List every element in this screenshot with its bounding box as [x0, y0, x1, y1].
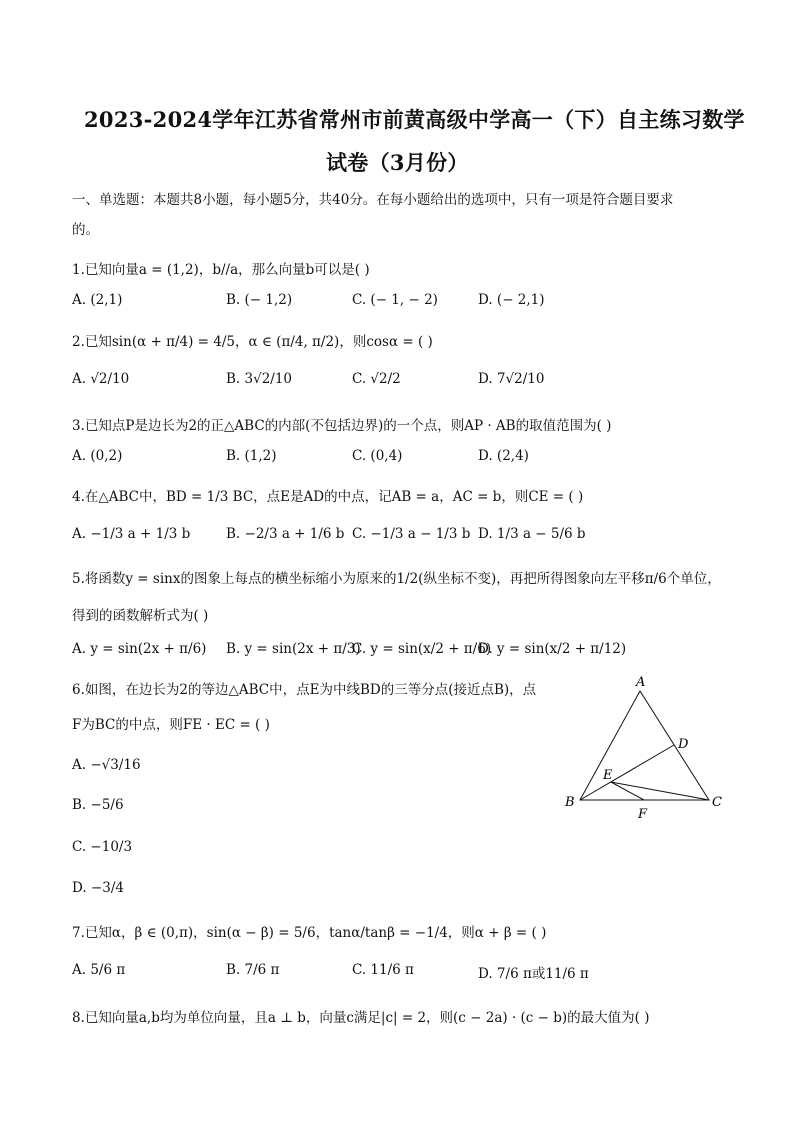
question-5-option-a: A. y = sin(2x + π/6)	[72, 641, 207, 657]
page-title-line2: 试卷（3月份）	[326, 150, 469, 175]
question-7-option-c: C. 11/6 π	[352, 962, 414, 978]
question-1-option-a: A. (2,1)	[72, 292, 123, 308]
question-2-option-d: D. 7√2/10	[478, 371, 545, 387]
question-1-option-b: B. (− 1,2)	[226, 292, 293, 308]
question-6-stem-line2: F为BC的中点，则FE · EC = ( )	[72, 717, 270, 733]
question-7-option-d: D. 7/6 π或11/6 π	[478, 966, 589, 982]
question-5-option-c: C. y = sin(x/2 + π/6)	[352, 641, 492, 657]
question-7-option-b: B. 7/6 π	[226, 962, 280, 978]
question-6-stem-line1: 6.如图，在边长为2的等边△ABC中，点E为中线BD的三等分点(接近点B)，点	[72, 682, 537, 698]
question-6-option-b: B. −5/6	[72, 797, 124, 813]
page-title-line1: 2023-2024学年江苏省常州市前黄高级中学高一（下）自主练习数学	[84, 107, 745, 132]
question-1-stem: 1.已知向量a = (1,2)，b//a，那么向量b可以是( )	[72, 262, 370, 278]
label-e: E	[603, 768, 613, 783]
question-3-option-d: D. (2,4)	[478, 448, 529, 464]
question-6-option-a: A. −√3/16	[72, 757, 141, 773]
question-5-stem-line2: 得到的函数解析式为( )	[72, 608, 209, 624]
question-1-option-c: C. (− 1, − 2)	[352, 292, 438, 308]
question-1-option-d: D. (− 2,1)	[478, 292, 545, 308]
question-7-stem: 7.已知α，β ∈ (0,π)，sin(α − β) = 5/6，tanα/tanβ = −1/4，则α + β = ( )	[72, 925, 547, 941]
question-4-option-c: C. −1/3 a − 1/3 b	[352, 526, 471, 542]
section-heading-line1: 一、单选题：本题共8小题，每小题5分，共40分。在每小题给出的选项中，只有一项是符合题目要求	[72, 192, 674, 208]
triangle-figure	[556, 672, 736, 822]
question-5-stem-line1: 5.将函数y = sinx的图象上每点的横坐标缩小为原来的1/2(纵坐标不变)，再把所得图象向左平移π/6个单位，	[72, 571, 721, 587]
question-2-option-b: B. 3√2/10	[226, 371, 293, 387]
section-heading-line2: 的。	[72, 222, 99, 238]
question-5-option-d: D. y = sin(x/2 + π/12)	[478, 641, 627, 657]
question-4-option-a: A. −1/3 a + 1/3 b	[72, 526, 191, 542]
question-3-option-a: A. (0,2)	[72, 448, 123, 464]
question-3-stem: 3.已知点P是边长为2的正△ABC的内部(不包括边界)的一个点，则AP · AB的取值范围为( )	[72, 418, 612, 434]
question-7-option-a: A. 5/6 π	[72, 962, 126, 978]
question-4-option-d: D. 1/3 a − 5/6 b	[478, 526, 586, 542]
segment-ec	[611, 782, 709, 800]
triangle-abc	[580, 691, 709, 800]
label-a: A	[636, 675, 646, 690]
label-b: B	[565, 795, 575, 810]
question-4-option-b: B. −2/3 a + 1/6 b	[226, 526, 345, 542]
label-d: D	[678, 737, 689, 752]
label-c: C	[712, 795, 722, 810]
question-6-option-d: D. −3/4	[72, 880, 124, 896]
median-bd	[580, 745, 674, 800]
question-6-option-c: C. −10/3	[72, 839, 133, 855]
question-4-stem: 4.在△ABC中，BD = 1/3 BC，点E是AD的中点，记AB = a，AC = b，则CE = ( )	[72, 489, 584, 505]
question-2-stem: 2.已知sin(α + π/4) = 4/5，α ∈ (π/4, π/2)，则cosα = ( )	[72, 334, 433, 350]
label-f: F	[638, 807, 648, 822]
question-2-option-a: A. √2/10	[72, 371, 130, 387]
question-2-option-c: C. √2/2	[352, 371, 401, 387]
question-3-option-c: C. (0,4)	[352, 448, 403, 464]
question-8-stem: 8.已知向量a,b均为单位向量，且a ⊥ b，向量c满足|c| = 2，则(c − 2a) · (c − b)的最大值为( )	[72, 1010, 650, 1026]
question-3-option-b: B. (1,2)	[226, 448, 277, 464]
question-5-option-b: B. y = sin(2x + π/3)	[226, 641, 361, 657]
